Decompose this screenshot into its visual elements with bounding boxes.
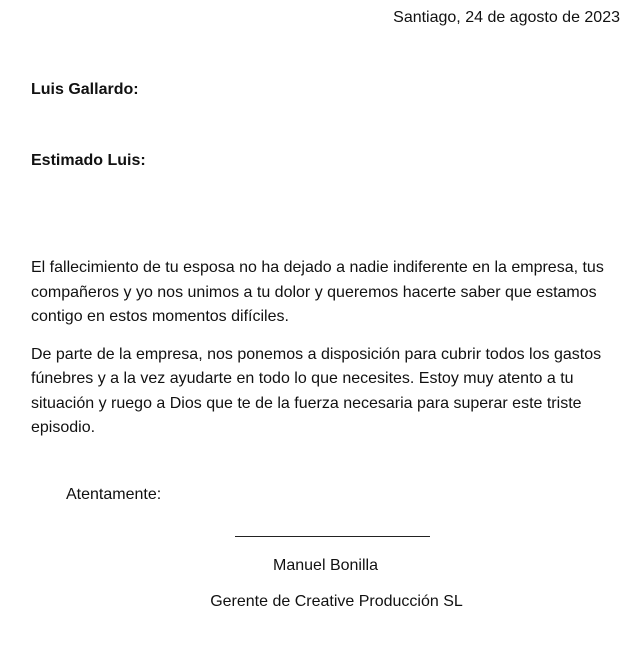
signer-title: Gerente de Creative Producción SL — [210, 593, 463, 610]
closing: Atentamente: — [66, 486, 162, 503]
letter-date: Santiago, 24 de agosto de 2023 — [393, 9, 620, 26]
body-paragraph-2: De parte de la empresa, nos ponemos a disposición para cubrir todos los gastos fúnebres y a la vez ayudarte en todo lo que necesites. Estoy muy atento a tu situación y ruego a Dios que te de la fuerza necesaria para superar este triste episodio. — [31, 345, 602, 436]
body-paragraph-1: El fallecimiento de tu esposa no ha dejado a nadie indiferente en la empresa, tus compañeros y yo nos unimos a tu dolor y queremos hacerte saber que estamos contigo en estos momentos difíciles. — [31, 259, 604, 325]
signer-name: Manuel Bonilla — [273, 557, 378, 574]
signature-line — [235, 536, 430, 537]
salutation: Estimado Luis: — [31, 152, 146, 169]
recipient-name: Luis Gallardo: — [31, 81, 139, 98]
letter-body — [31, 256, 621, 454]
